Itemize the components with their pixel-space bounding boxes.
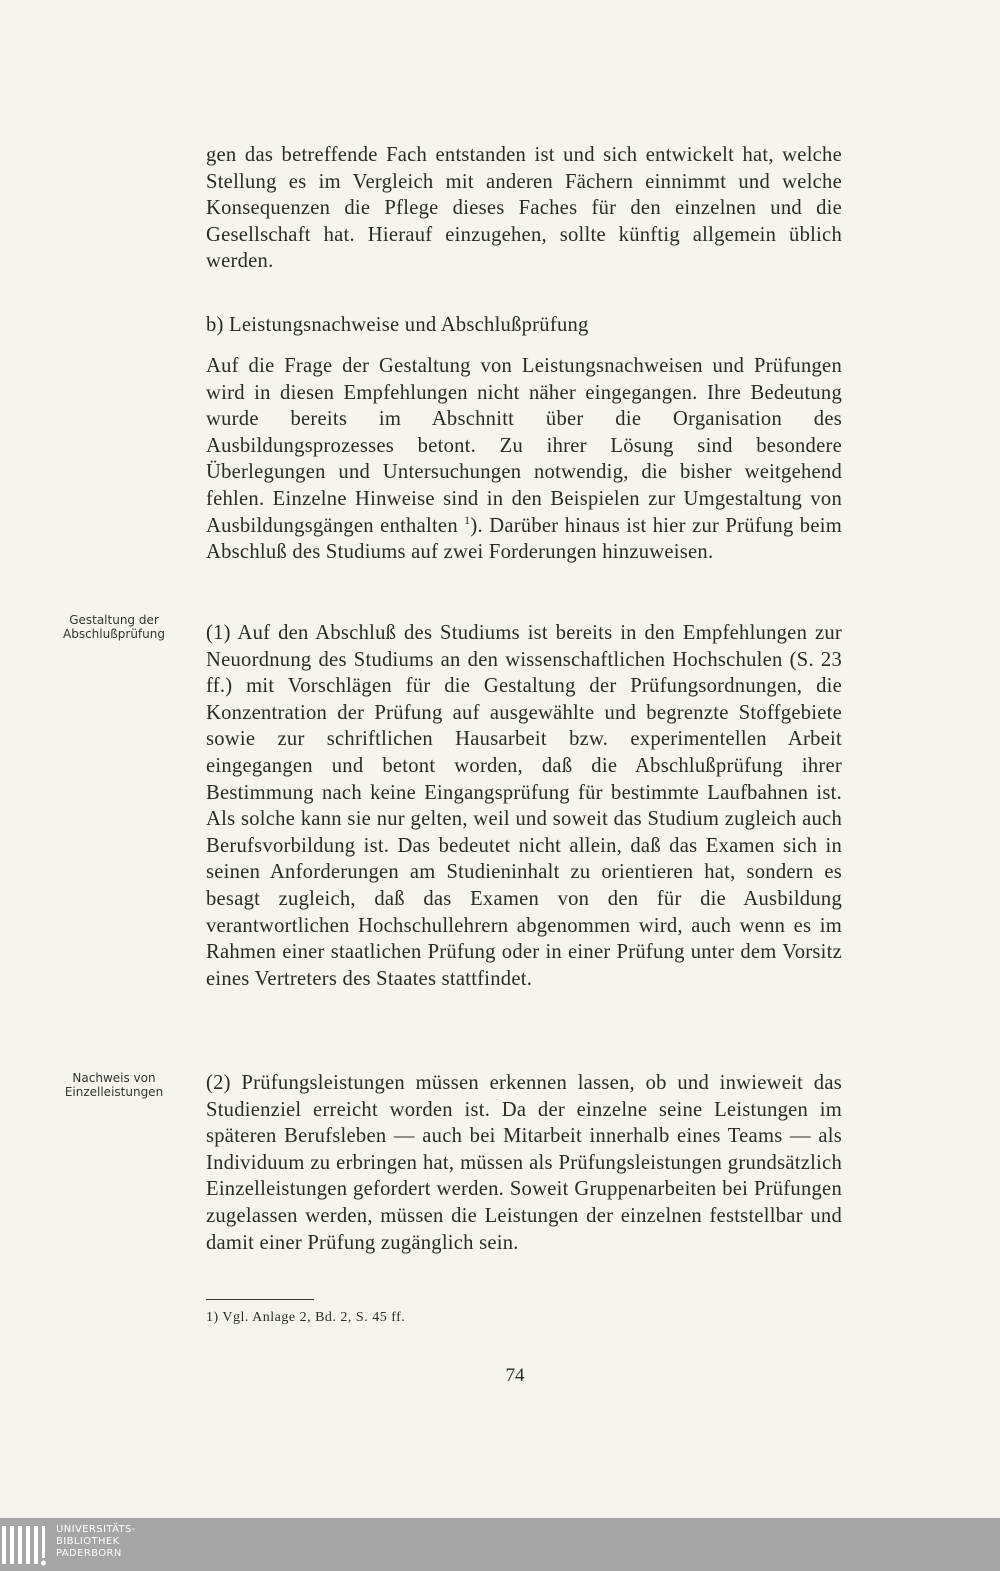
footnote-marker: 1) — [206, 1310, 219, 1325]
library-footer-bar — [0, 1518, 1000, 1571]
intro-paragraph: gen das betreffende Fach entstanden ist und sich entwickelt hat, welche Stellung es im Vergleich mit anderen Fächern einnimmt und welche Konsequenzen die Pflege dieses Faches für den einzelnen und die Gesellschaft hat. Hierauf einzugehen, sollte künftig allgemein üblich werden. — [206, 144, 842, 273]
logo-line: UNIVERSITÄTS- — [56, 1524, 136, 1535]
section-heading-b: b) Leistungsnachweise und Abschlußprüfung — [206, 314, 589, 336]
logo-line: PADERBORN — [56, 1548, 122, 1559]
margin-note-line: Gestaltung der — [69, 613, 159, 627]
margin-note-line: Abschlußprüfung — [63, 627, 165, 641]
margin-note-line: Nachweis von — [72, 1071, 156, 1085]
paragraph-2: (2) Prüfungsleistungen müssen erkennen lassen, ob und inwieweit das Studienziel erreicht worden ist. Da der einzelne seine Leistungen im späteren Berufsleben — auch bei Mitarbeit innerhalb eines Teams — als Individuum zu erbringen hat, müssen als Prüfungsleistungen grundsätzlich Einzelleistungen gefordert werden. Soweit Gruppenarbeiten bei Prüfungen zugelassen werden, müssen die Leistungen der einzelnen feststellbar und damit einer Prüfung zugänglich sein. — [206, 1072, 842, 1254]
page-number: 74 — [505, 1365, 525, 1386]
library-logo-text — [56, 1524, 136, 1560]
section-b-text-start: Auf die Frage der Gestaltung von Leistungsnachweisen und Prüfungen wird in diesen Empfehlungen nicht näher eingegangen. Ihre Bedeutung wurde bereits im Abschnitt über die Organisation des Ausbildungsprozesses betont. Zu ihrer Lösung sind besondere Überlegungen und Untersuchungen notwendig, die bisher weitgehend fehlen. Einzelne Hinweise sind in den Beispielen zur Umgestaltung von Ausbildungsgängen enthalten — [206, 355, 842, 537]
margin-note-gestaltung — [46, 613, 182, 641]
library-barcode-icon — [0, 1522, 50, 1568]
footnote-text: Vgl. Anlage 2, Bd. 2, S. 45 ff. — [222, 1310, 406, 1325]
logo-line: BIBLIOTHEK — [56, 1536, 120, 1547]
margin-note-nachweis — [46, 1071, 182, 1099]
footnote-reference: 1 — [464, 512, 471, 527]
footnote — [206, 1309, 405, 1327]
margin-note-line: Einzelleistungen — [64, 1085, 164, 1099]
footnote-divider — [206, 1299, 314, 1300]
section-b-text-end: ). Darüber hinaus ist hier zur Prüfung beim Abschluß des Studiums auf zwei Forderungen hinzuweisen. — [206, 514, 842, 564]
section-b-paragraph — [206, 353, 842, 566]
paragraph-1: (1) Auf den Abschluß des Studiums ist bereits in den Empfehlungen zur Neuordnung des Studiums an den wissenschaftlichen Hochschulen (S. 23 ff.) mit Vorschlägen für die Gestaltung der Prüfungsordnungen, die Konzentration der Prüfung auf ausgewählte und begrenzte Stoffgebiete sowie zur schriftlichen Hausarbeit bzw. experimentellen Arbeit eingegangen und betont worden, daß die Abschlußprüfung ihrer Bestimmung nach keine Eingangsprüfung für bestimmte Laufbahnen ist. Als solche kann sie nur gelten, weil und soweit das Studium zugleich auch Berufsvorbildung ist. Das bedeutet nicht allein, daß das Examen sich in seinen Anforderungen am Studieninhalt zu orientieren hat, sondern es besagt zugleich, daß das Examen von den für die Ausbildung verantwortlichen Hochschullehrern abgenommen wird, auch wenn es im Rahmen einer staatlichen Prüfung oder in einer Prüfung unter dem Vorsitz eines Vertreters des Staates stattfindet. — [206, 622, 842, 990]
